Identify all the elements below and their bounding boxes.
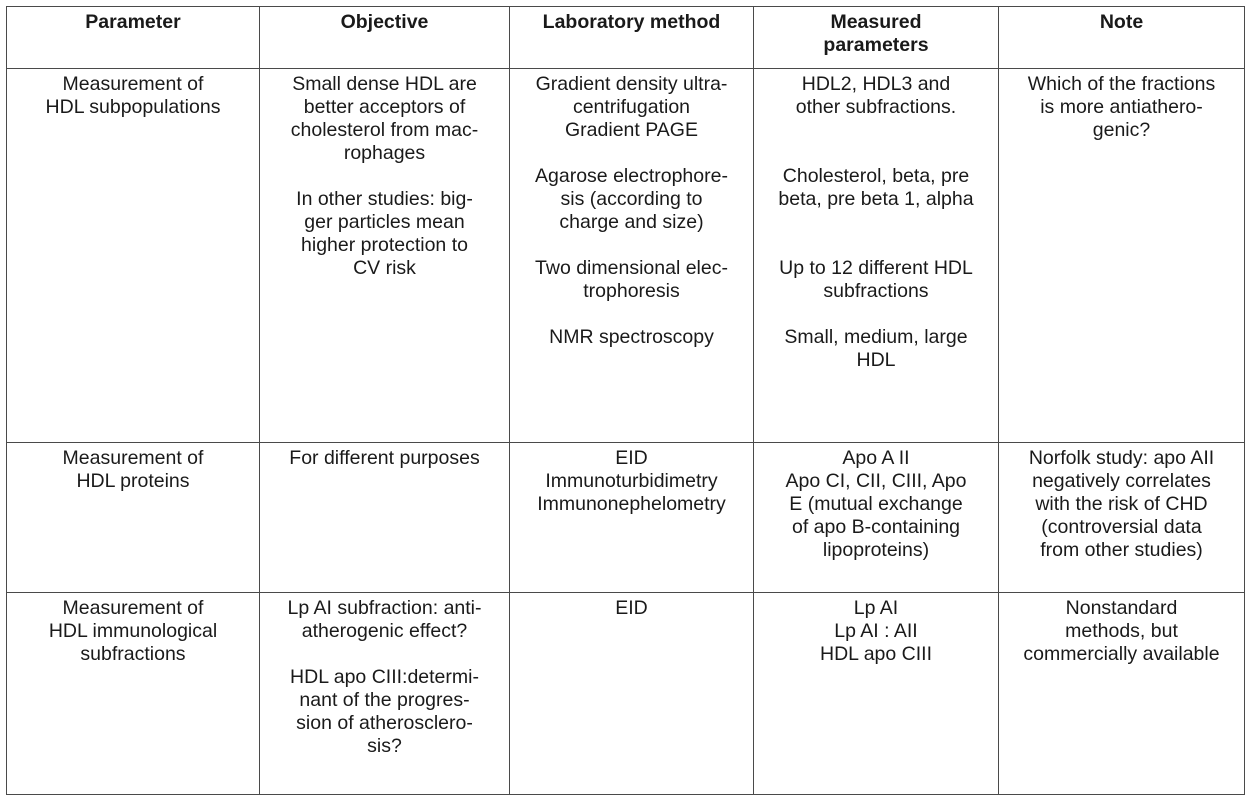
cell-lab-method: [510, 443, 754, 593]
table-row: [7, 443, 1245, 593]
text-line: Apo A II: [842, 447, 910, 469]
text-line: In other studies: big-: [296, 188, 473, 210]
text-line: Which of the fractions: [1027, 73, 1216, 95]
text-line: cholesterol from mac-: [290, 119, 479, 141]
text-line: Lp AI : AII: [834, 620, 918, 642]
cell-objective: [260, 593, 510, 795]
text-line: Immunonephelometry: [537, 493, 726, 515]
text-line: Apo CI, CII, CIII, Apo: [785, 470, 967, 492]
cell-lab-method: [510, 69, 754, 443]
header-objective: Objective: [260, 7, 510, 69]
text-line: Measurement of: [62, 73, 204, 95]
text-line: Up to 12 different HDL: [779, 257, 973, 279]
text-line: NMR spectroscopy: [549, 326, 714, 348]
table-row: [7, 69, 1245, 443]
text-line: commercially available: [1023, 643, 1220, 665]
text-line: of apo B-containing: [791, 516, 961, 538]
text-line: nant of the progres-: [299, 689, 470, 711]
cell-objective: [260, 69, 510, 443]
cell-parameter: [7, 593, 260, 795]
text-line: trophoresis: [583, 280, 680, 302]
text-line: HDL immunological: [48, 620, 218, 642]
text-line: Gradient density ultra-: [535, 73, 728, 95]
text-line: Measurement of: [62, 597, 204, 619]
text-line: HDL apo CIII:determi-: [290, 666, 479, 688]
cell-measured: [754, 443, 999, 593]
header-measured-line: parameters: [823, 34, 929, 56]
table-row: [7, 593, 1245, 795]
text-line: other subfractions.: [795, 96, 957, 118]
text-line: lipoproteins): [822, 539, 930, 561]
text-line: HDL subpopulations: [45, 96, 221, 118]
text-line: Agarose electrophore-: [535, 165, 728, 187]
text-line: EID: [615, 597, 648, 619]
header-measured-parameters: [754, 7, 999, 69]
text-line: Nonstandard: [1065, 597, 1178, 619]
text-line: subfractions: [823, 280, 929, 302]
text-line: centrifugation: [572, 96, 691, 118]
text-line: HDL2, HDL3 and: [801, 73, 951, 95]
hdl-methods-table: [6, 6, 1245, 795]
text-line: from other studies): [1040, 539, 1203, 561]
text-line: Cholesterol, beta, pre: [782, 165, 970, 187]
cell-parameter: [7, 443, 260, 593]
text-line: sis?: [367, 735, 402, 757]
text-line: Small, medium, large: [784, 326, 968, 348]
header-laboratory-method: Laboratory method: [510, 7, 754, 69]
header-note: Note: [999, 7, 1245, 69]
header-parameter: Parameter: [7, 7, 260, 69]
text-line: methods, but: [1065, 620, 1178, 642]
cell-objective: [260, 443, 510, 593]
text-line: sis (according to: [560, 188, 703, 210]
text-line: better acceptors of: [303, 96, 466, 118]
text-line: CV risk: [353, 257, 416, 279]
text-line: Immunoturbidimetry: [545, 470, 718, 492]
text-line: HDL apo CIII: [820, 643, 932, 665]
text-line: rophages: [343, 142, 426, 164]
cell-note: [999, 593, 1245, 795]
text-line: (controversial data: [1041, 516, 1202, 538]
text-line: Norfolk study: apo AII: [1028, 447, 1215, 469]
text-line: Gradient PAGE: [565, 119, 698, 141]
text-line: HDL proteins: [76, 470, 190, 492]
text-line: Small dense HDL are: [292, 73, 477, 95]
cell-lab-method: [510, 593, 754, 795]
text-line: is more antiathero-: [1040, 96, 1203, 118]
cell-parameter: [7, 69, 260, 443]
text-line: Lp AI subfraction: anti-: [287, 597, 482, 619]
cell-note: [999, 443, 1245, 593]
text-line: beta, pre beta 1, alpha: [778, 188, 974, 210]
table-header-row: [7, 7, 1245, 69]
text-line: Lp AI: [853, 597, 899, 619]
text-line: genic?: [1092, 119, 1151, 141]
cell-note: [999, 69, 1245, 443]
text-line: higher protection to: [301, 234, 468, 256]
text-line: E (mutual exchange: [789, 493, 963, 515]
text-line: with the risk of CHD: [1035, 493, 1208, 515]
text-line: sion of atherosclero-: [296, 712, 473, 734]
text-line: Two dimensional elec-: [535, 257, 728, 279]
text-line: charge and size): [559, 211, 704, 233]
text-line: negatively correlates: [1032, 470, 1211, 492]
text-line: ger particles mean: [304, 211, 465, 233]
cell-measured: [754, 69, 999, 443]
text-line: For different purposes: [289, 447, 480, 469]
text-line: atherogenic effect?: [301, 620, 468, 642]
text-line: Measurement of: [62, 447, 204, 469]
text-line: EID: [615, 447, 648, 469]
cell-measured: [754, 593, 999, 795]
text-line: subfractions: [80, 643, 186, 665]
text-line: HDL: [856, 349, 896, 371]
header-measured-line: Measured: [830, 11, 922, 33]
